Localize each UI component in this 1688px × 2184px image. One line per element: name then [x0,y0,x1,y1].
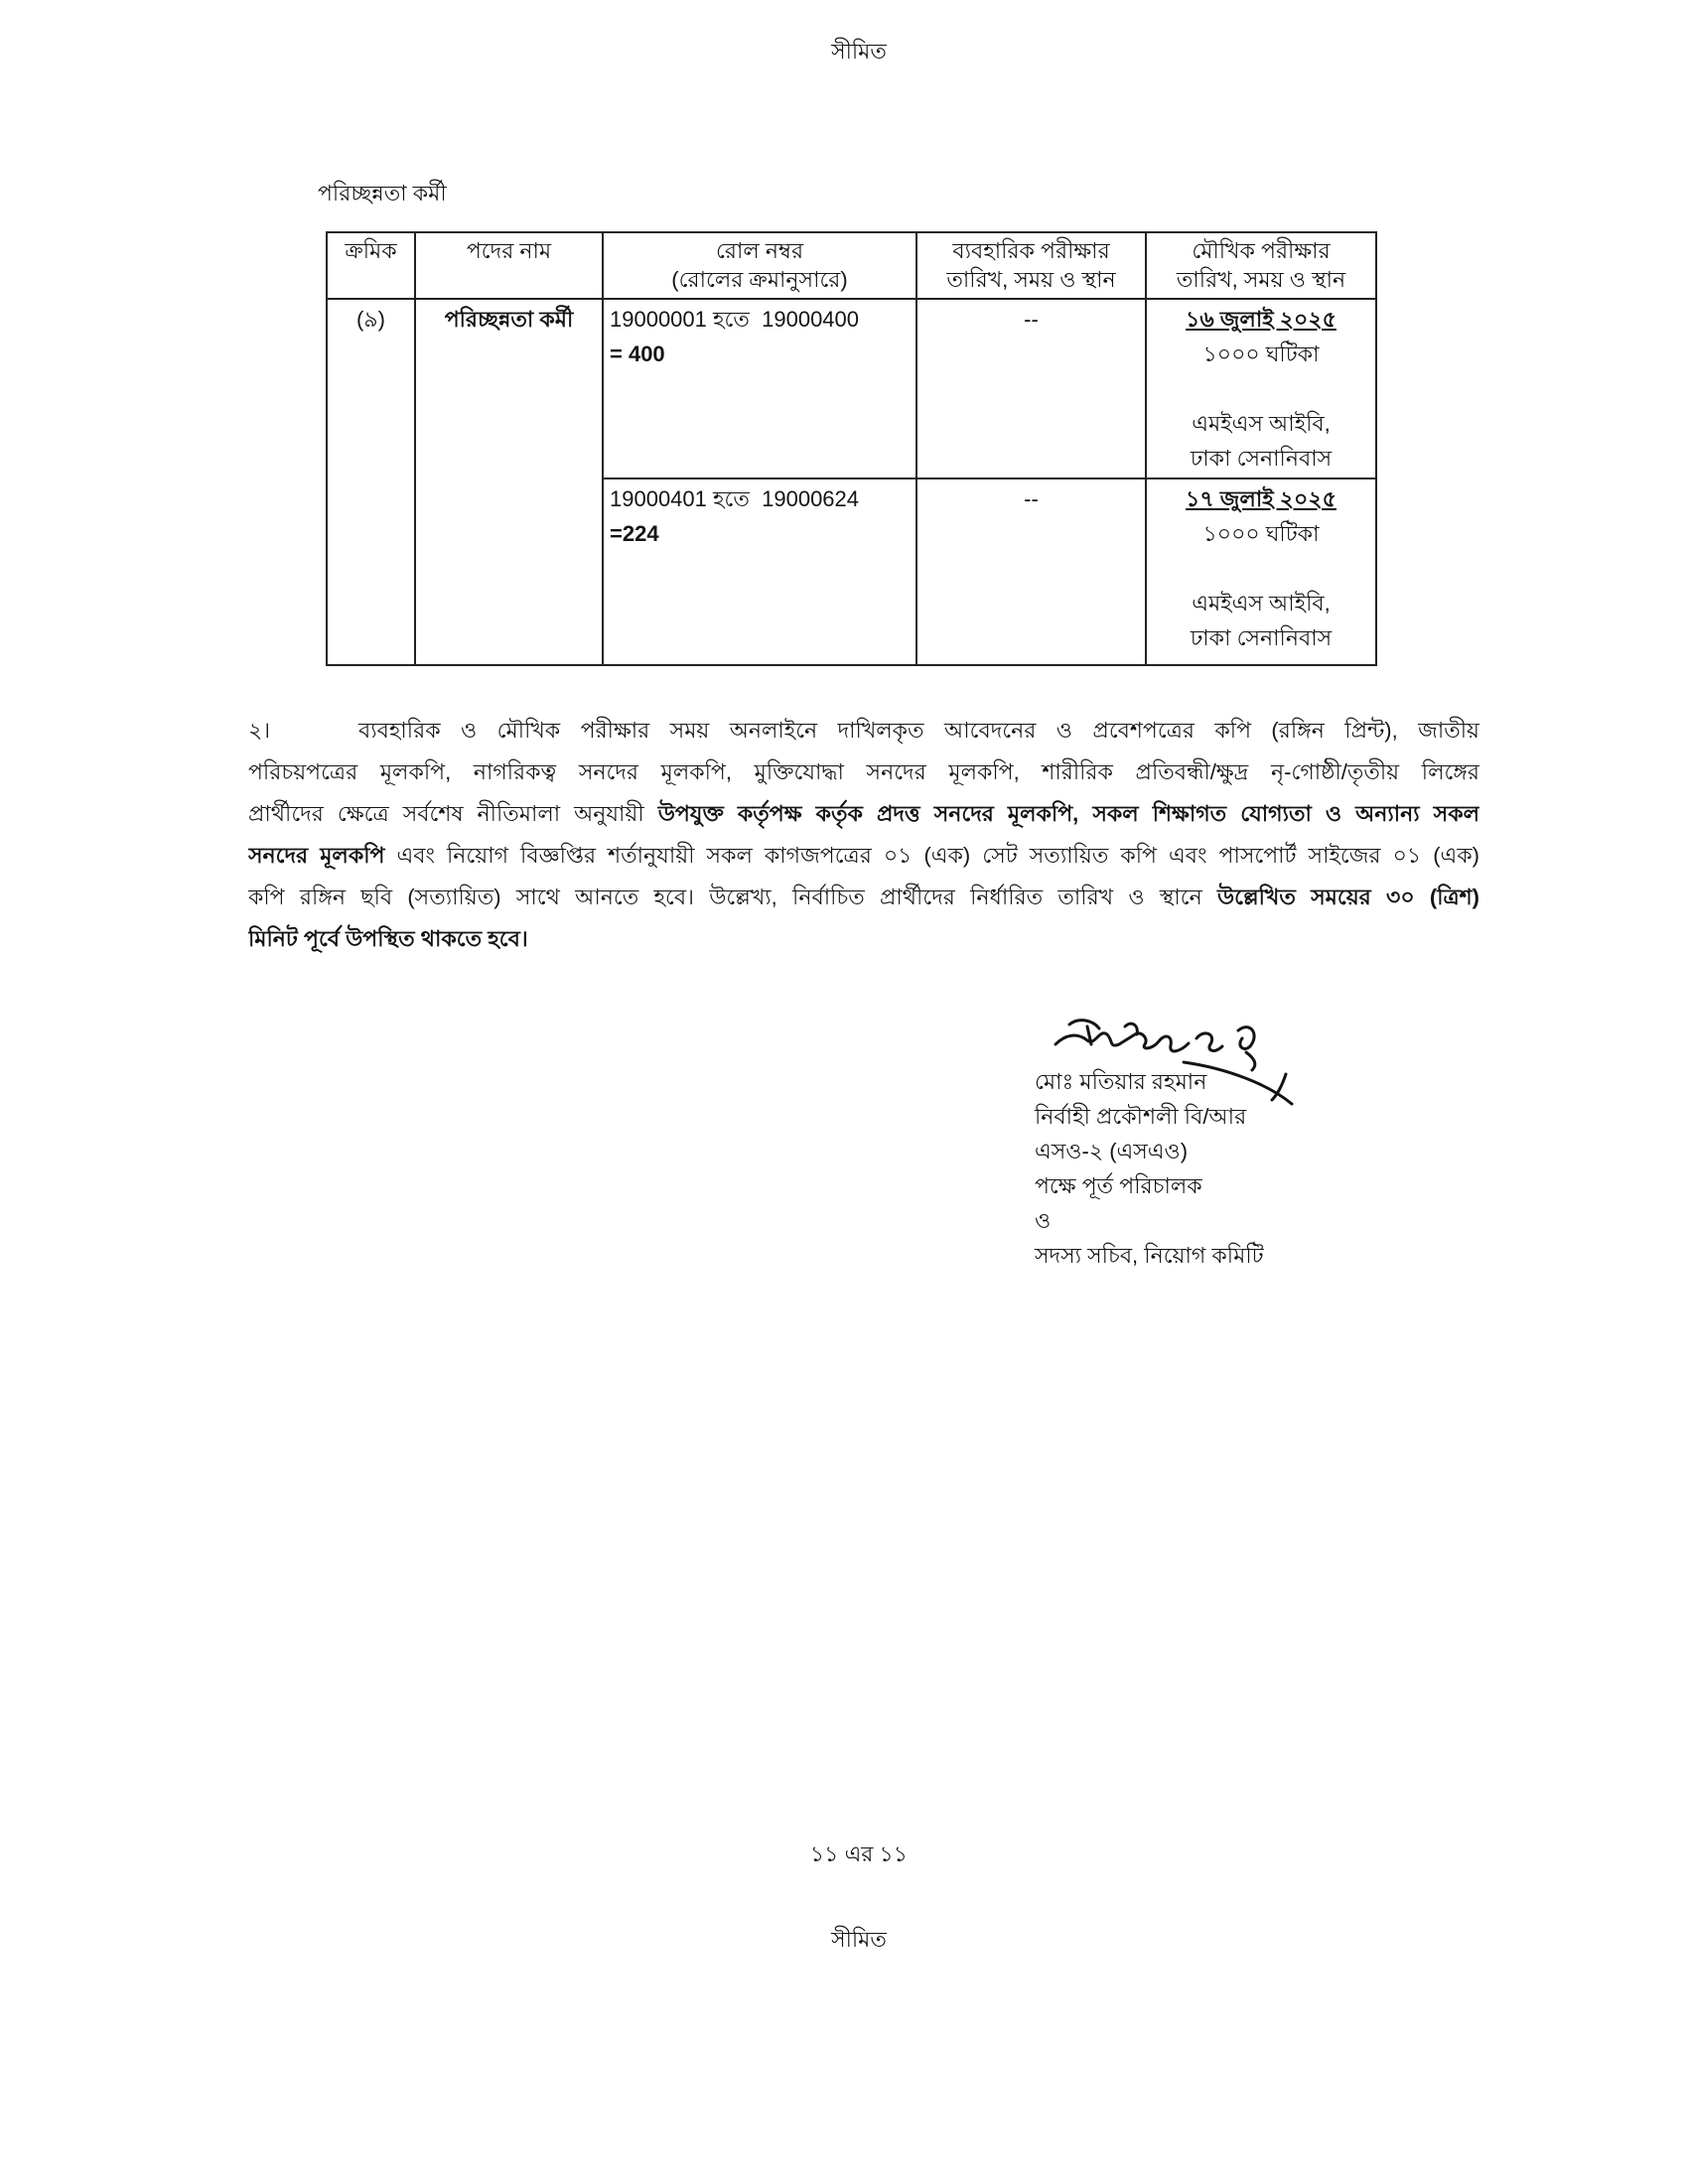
page-number: ১১ এর ১১ [809,1842,909,1866]
post-name: পরিচ্ছন্নতা কর্মী [444,307,574,332]
paragraph-line [248,793,1479,835]
header-serial [327,232,415,299]
signatory-designation: নির্বাহী প্রকৌশলী বি/আর [1035,1104,1247,1129]
table-header-row [327,232,1376,299]
viva-date: ১৬ জুলাই ২০২৫ [1186,307,1336,332]
header-text: রোল নম্বর [715,238,804,263]
viva-time: ১০০০ ঘটিকা [1202,341,1320,366]
signatory-name: মোঃ মতিয়ার রহমান [1035,1069,1207,1094]
paragraph-text: ব্যবহারিক ও মৌখিক পরীক্ষার সময় অনলাইনে দাখিলকৃত আবেদনের ও প্রবেশপত্রের কপি (রঙ্গিন প্রিন্ট), জাতীয় [358,718,1479,743]
viva-date: ১৭ জুলাই ২০২৫ [1186,486,1336,511]
exam-schedule-table [326,231,1377,666]
viva-time: ১০০০ ঘটিকা [1202,521,1320,546]
roll-cell [603,478,916,665]
practical-exam-cell [916,299,1146,478]
header-text: ক্রমিক [345,238,397,263]
header-subtext: (রোলের ক্রমানুসারে) [671,267,848,292]
classification-header: সীমিত [831,39,887,64]
header-roll-number [603,232,916,299]
viva-venue: এমইএস আইবি, [1192,411,1331,436]
header-post-name [415,232,603,299]
paragraph-text: প্রার্থীদের ক্ষেত্রে সর্বশেষ নীতিমালা অনুযায়ী [248,801,658,826]
header-practical-exam [916,232,1146,299]
header-subtext: তারিখ, সময় ও স্থান [1176,267,1346,292]
viva-venue: এমইএস আইবি, [1192,591,1331,615]
practical-exam-value: -- [1024,486,1039,511]
serial-number: (৯) [356,307,385,332]
signatory-posting: এসও-২ (এসএও) [1035,1139,1189,1163]
classification-footer: সীমিত [831,1927,887,1952]
roll-range: 19000401 হতে 19000624 [610,486,860,511]
header-text: ব্যবহারিক পরীক্ষার [952,238,1110,263]
table-row [327,299,1376,478]
serial-cell [327,299,415,665]
table-body [327,299,1376,665]
signatory-block [1035,1064,1630,1273]
paragraph-text: কপি রঙ্গিন ছবি (সত্যায়িত) সাথে আনতে হবে। উল্লেখ্য, নির্বাচিত প্রার্থীদের নির্ধারিত তারিখ ও স্থানে [248,885,1217,909]
blank-line [1153,371,1369,406]
paragraph-line [248,710,1479,751]
instruction-paragraph [248,710,1479,960]
paragraph-text: এবং নিয়োগ বিজ্ঞপ্তির শর্তানুযায়ী সকল কাগজপত্রের ০১ (এক) সেট সত্যায়িত কপি এবং পাসপোর্ট সাইজের ০১ (এক) [384,843,1479,868]
signatory-conjunction: ও [1035,1208,1052,1233]
paragraph-text: পরিচয়পত্রের মূলকপি, নাগরিকত্ব সনদের মূলকপি, মুক্তিযোদ্ধা সনদের মূলকপি, শারীরিক প্রতিবন্ধী/ক্ষুদ্র নৃ-গোষ্ঠী/তৃতীয় লিঙ্গের [248,759,1479,784]
paragraph-number: ২। [248,718,271,743]
header-subtext: তারিখ, সময় ও স্থান [946,267,1116,292]
paragraph-bold-text: উপযুক্ত কর্তৃপক্ষ কর্তৃক প্রদত্ত সনদের মূলকপি, সকল শিক্ষাগত যোগ্যতা ও অন্যান্য সকল [657,801,1479,826]
paragraph-line [248,918,1479,960]
practical-exam-value: -- [1024,307,1039,332]
viva-venue-location: ঢাকা সেনানিবাস [1190,446,1333,471]
roll-range: 19000001 হতে 19000400 [610,307,860,332]
paragraph-line [248,877,1479,918]
header-text: মৌখিক পরীক্ষার [1192,238,1331,263]
viva-venue-location: ঢাকা সেনানিবাস [1190,625,1333,650]
paragraph-bold-text: মিনিট পূর্বে উপস্থিত থাকতে হবে। [248,926,528,951]
header-text: পদের নাম [466,238,552,263]
paragraph-bold-text: সনদের মূলকপি [248,843,385,868]
roll-count: = 400 [610,341,665,366]
post-name-cell [415,299,603,665]
signatory-role: সদস্য সচিব, নিয়োগ কমিটি [1035,1243,1264,1268]
header-viva-exam [1146,232,1376,299]
viva-exam-cell [1146,478,1376,665]
signatory-on-behalf: পক্ষে পূর্ত পরিচালক [1035,1173,1202,1198]
roll-cell [603,299,916,478]
paragraph-line [248,835,1479,877]
practical-exam-cell [916,478,1146,665]
roll-count: =224 [610,521,659,546]
section-title: পরিচ্ছন্নতা কর্মী [318,181,447,205]
blank-line [1153,551,1369,586]
viva-exam-cell [1146,299,1376,478]
paragraph-bold-text: উল্লেখিত সময়ের ৩০ (ত্রিশ) [1216,885,1479,909]
table-header [327,232,1376,299]
paragraph-line [248,751,1479,793]
